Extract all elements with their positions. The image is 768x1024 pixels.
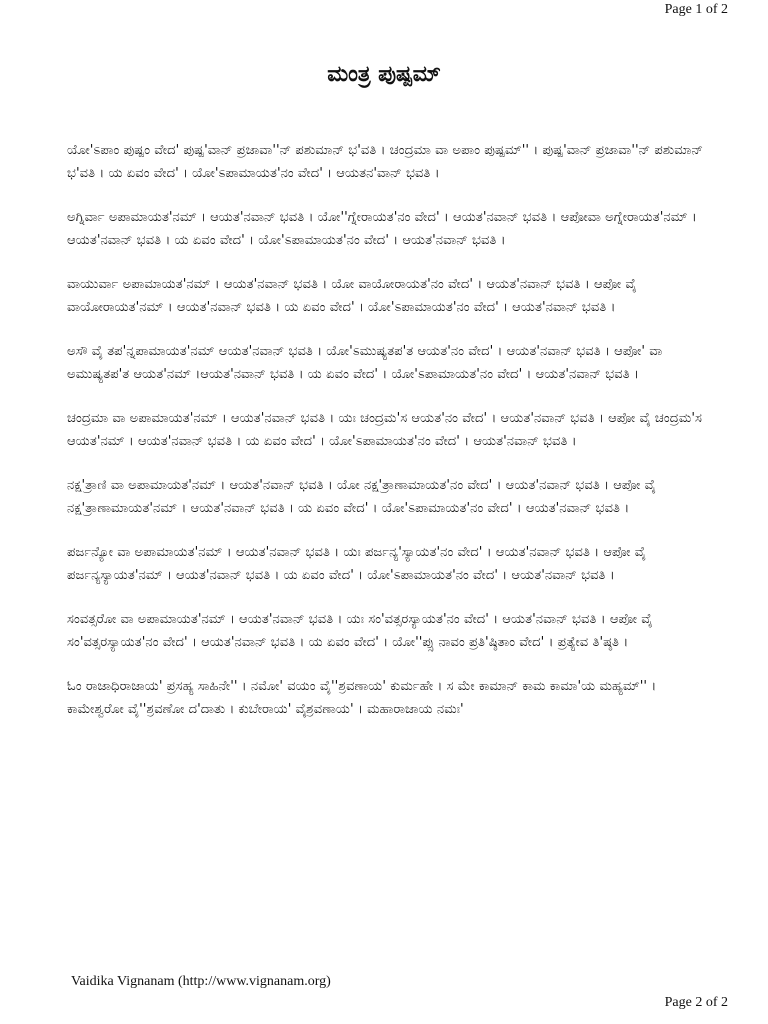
paragraph: ಚಂದ್ರಮಾ ವಾ ಅಪಾಮಾಯತ'ನಮ್ । ಆಯತ'ನವಾನ್ ಭವತಿ । ಯಃ ಚಂದ್ರಮ'ಸ ಆಯತ'ನಂ ವೇದ' । ಆಯತ'ನವಾನ್ ಭವತಿ । ಆಪೋ ವೈ ಚಂದ್ರಮ'ಸ ಆಯತ'ನಮ್ । ಆಯತ'ನವಾನ್ ಭವತಿ । ಯ ಏವಂ ವೇದ' । ಯೋ'ಽಪಾಮಾಯತ'ನಂ ವೇದ' । ಆಯತ'ನವಾನ್ ಭವತಿ । (67, 411, 703, 449)
paragraph: ಪರ್ಜನ್ಯೋ ವಾ ಅಪಾಮಾಯತ'ನಮ್ । ಆಯತ'ನವಾನ್ ಭವತಿ । ಯಃ ಪರ್ಜನ್ಯ'ಸ್ಯಾಯತ'ನಂ ವೇದ' । ಆಯತ'ನವಾನ್ ಭವತಿ । ಆಪೋ ವೈ ಪರ್ಜನ್ಯಸ್ಯಾಯತ'ನಮ್ । ಆಯತ'ನವಾನ್ ಭವತಿ । ಯ ಏವಂ ವೇದ' । ಯೋ'ಽಪಾಮಾಯತ'ನಂ ವೇದ' । ಆಯತ'ನವಾನ್ ಭವತಿ । (67, 545, 646, 583)
paragraph: ನಕ್ಷ'ತ್ರಾಣಿ ವಾ ಅಪಾಮಾಯತ'ನಮ್ । ಆಯತ'ನವಾನ್ ಭವತಿ । ಯೋ ನಕ್ಷ'ತ್ರಾಣಾಮಾಯತ'ನಂ ವೇದ' । ಆಯತ'ನವಾನ್ ಭವತಿ । ಆಪೋ ವೈ ನಕ್ಷ'ತ್ರಾಣಾಮಾಯತ'ನಮ್ । ಆಯತ'ನವಾನ್ ಭವತಿ । ಯ ಏವಂ ವೇದ' । ಯೋ'ಽಪಾಮಾಯತ'ನಂ ವೇದ' । ಆಯತ'ನವಾನ್ ಭವತಿ । (67, 478, 656, 516)
paragraph: ಓಂ ರಾಜಾಧಿರಾಜಾಯ' ಪ್ರಸಹ್ಯ ಸಾಹಿನೇ'' । ನಮೋ' ವಯಂ ವೈ''ಶ್ರವಣಾಯ' ಕುರ್ಮಹೇ । ಸ ಮೇ ಕಾಮಾನ್ ಕಾಮ ಕಾಮಾ'ಯ ಮಹ್ಯಮ್'' । ಕಾಮೇಶ್ವರೋ ವೈ''ಶ್ರವಣೋ ದ'ದಾತು । ಕುಬೇರಾಯ' ವೈಶ್ರವಣಾಯ' । ಮಹಾರಾಜಾಯ ನಮಃ' (67, 679, 657, 717)
paragraph: ಅಗ್ನಿರ್ವಾ ಅಪಾಮಾಯತ'ನಮ್ । ಆಯತ'ನವಾನ್ ಭವತಿ । ಯೋ''ಗ್ನೇರಾಯತ'ನಂ ವೇದ' । ಆಯತ'ನವಾನ್ ಭವತಿ । ಆಪೋವಾ ಅಗ್ನೇರಾಯತ'ನಮ್ । ಆಯತ'ನವಾನ್ ಭವತಿ । ಯ ಏವಂ ವೇದ' । ಯೋ'ಽಪಾಮಾಯತ'ನಂ ವೇದ' । ಆಯತ'ನವಾನ್ ಭವತಿ । (67, 210, 697, 248)
paragraph: ವಾಯುರ್ವಾ ಅಪಾಮಾಯತ'ನಮ್ । ಆಯತ'ನವಾನ್ ಭವತಿ । ಯೋ ವಾಯೋರಾಯತ'ನಂ ವೇದ' । ಆಯತ'ನವಾನ್ ಭವತಿ । ಆಪೋ ವೈ ವಾಯೋರಾಯತ'ನಮ್ । ಆಯತ'ನವಾನ್ ಭವತಿ । ಯ ಏವಂ ವೇದ' । ಯೋ'ಽಪಾಮಾಯತ'ನಂ ವೇದ' । ಆಯತ'ನವಾನ್ ಭವತಿ । (67, 277, 637, 315)
document-title: ಮಂತ್ರ ಪುಷ್ಪಮ್ (327, 62, 441, 87)
document-body (67, 140, 707, 743)
paragraph: ಯೋ'ಽಪಾಂ ಪುಷ್ಪಂ ವೇದ' ಪುಷ್ಪ'ವಾನ್ ಪ್ರಜಾವಾ''ನ್ ಪಶುಮಾನ್ ಭ'ವತಿ । ಚಂದ್ರಮಾ ವಾ ಅಪಾಂ ಪುಷ್ಪಮ್'' । ಪುಷ್ಪ'ವಾನ್ ಪ್ರಜಾವಾ''ನ್ ಪಶುಮಾನ್ ಭ'ವತಿ । ಯ ಏವಂ ವೇದ' । ಯೋ'ಽಪಾಮಾಯತ'ನಂ ವೇದ' । ಆಯತನ'ವಾನ್ ಭವತಿ । (67, 143, 704, 181)
footer-credit: Vaidika Vignanam (http://www.vignanam.org) (71, 974, 331, 989)
page-footer-label: Page 2 of 2 (664, 995, 728, 1010)
paragraph: ಅಸೌ ವೈ ತಪ'ನ್ನಪಾಮಾಯತ'ನಮ್ ಆಯತ'ನವಾನ್ ಭವತಿ । ಯೋ'ಽಮುಷ್ಯತಪ'ತ ಆಯತ'ನಂ ವೇದ' । ಆಯತ'ನವಾನ್ ಭವತಿ । ಆಪೋ' ವಾ ಅಮುಷ್ಯತಪ'ತ ಆಯತ'ನಮ್ ।ಆಯತ'ನವಾನ್ ಭವತಿ । ಯ ಏವಂ ವೇದ' । ಯೋ'ಽಪಾಮಾಯತ'ನಂ ವೇದ' । ಆಯತ'ನವಾನ್ ಭವತಿ । (67, 344, 663, 382)
page-header-label: Page 1 of 2 (664, 2, 728, 17)
paragraph: ಸಂವತ್ಸರೋ ವಾ ಅಪಾಮಾಯತ'ನಮ್ । ಆಯತ'ನವಾನ್ ಭವತಿ । ಯಃ ಸಂ'ವತ್ಸರಸ್ಯಾಯತ'ನಂ ವೇದ' । ಆಯತ'ನವಾನ್ ಭವತಿ । ಆಪೋ ವೈ ಸಂ'ವತ್ಸರಸ್ಯಾಯತ'ನಂ ವೇದ' । ಆಯತ'ನವಾನ್ ಭವತಿ । ಯ ಏವಂ ವೇದ' । ಯೋ''ಪ್ಸು ನಾವಂ ಪ್ರತಿ'ಷ್ಠಿತಾಂ ವೇದ' । ಪ್ರತ್ಯೇವ ತಿ'ಷ್ಠತಿ । (67, 612, 653, 650)
